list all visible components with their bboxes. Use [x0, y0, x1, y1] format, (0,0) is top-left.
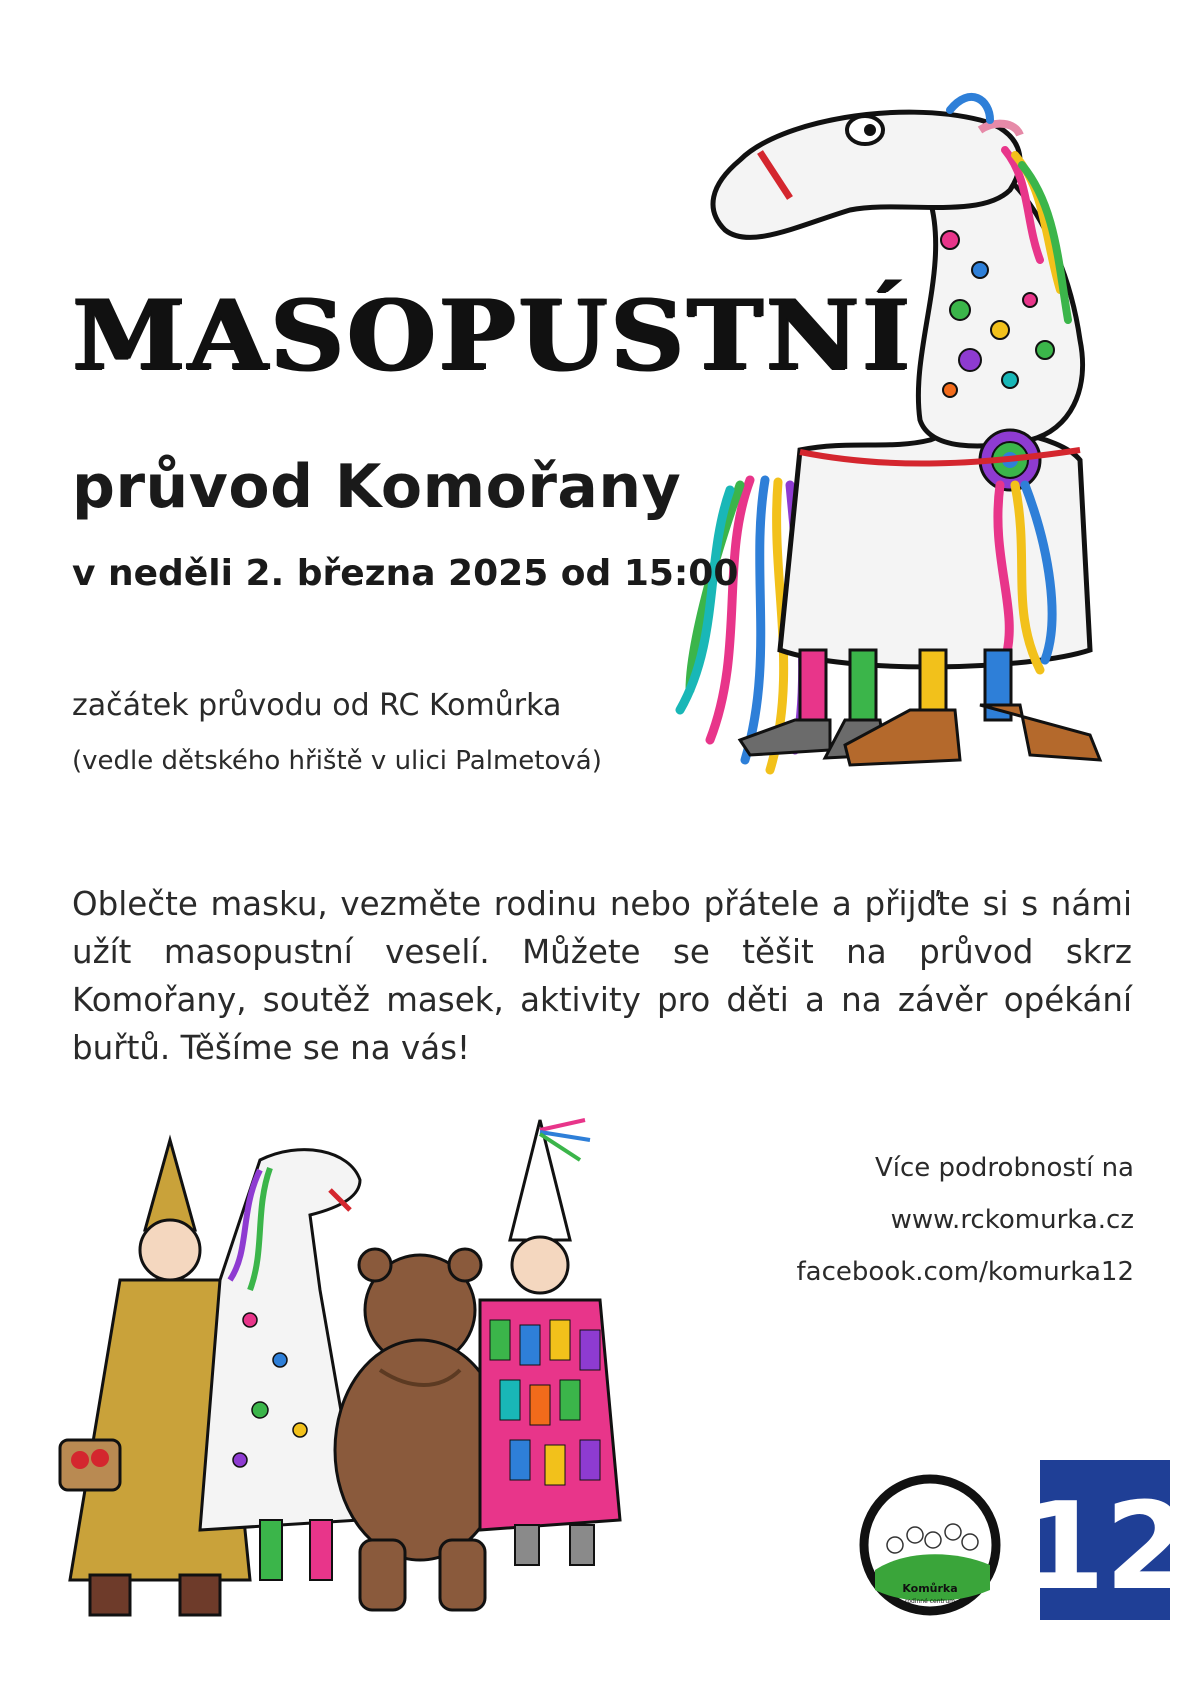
more-info-heading: Více podrobností na [874, 1153, 1134, 1183]
location-detail: (vedle dětského hřiště v ulici Palmetová) [72, 746, 602, 776]
district-12-logo [1021, 1460, 1189, 1620]
website-link[interactable]: www.rckomurka.cz [890, 1205, 1134, 1235]
komurka-logo-name: Komůrka [902, 1582, 958, 1595]
komurka-logo-sub: rodinné centrum [905, 1598, 955, 1605]
horse-mask-illustration [650, 90, 1200, 850]
masked-characters-illustration [30, 1120, 670, 1640]
event-date: v neděli 2. března 2025 od 15:00 [72, 553, 739, 594]
komurka-logo [855, 1470, 1005, 1620]
more-info [714, 1142, 1134, 1298]
event-subtitle: průvod Komořany [72, 452, 682, 522]
facebook-link[interactable]: facebook.com/komurka12 [796, 1257, 1134, 1287]
district-number: 12 [1021, 1478, 1189, 1617]
start-location: začátek průvodu od RC Komůrka [72, 688, 562, 723]
event-title: MASOPUSTNÍ [72, 279, 913, 392]
event-description: Oblečte masku, vezměte rodinu nebo přátele a přijďte si s námi užít masopustní veselí. Můžete se těšit na průvod skrz Komořany, soutěž masek, aktivity pro děti a na závěr opékání buřtů. Těšíme se na vás! [72, 885, 1132, 1067]
